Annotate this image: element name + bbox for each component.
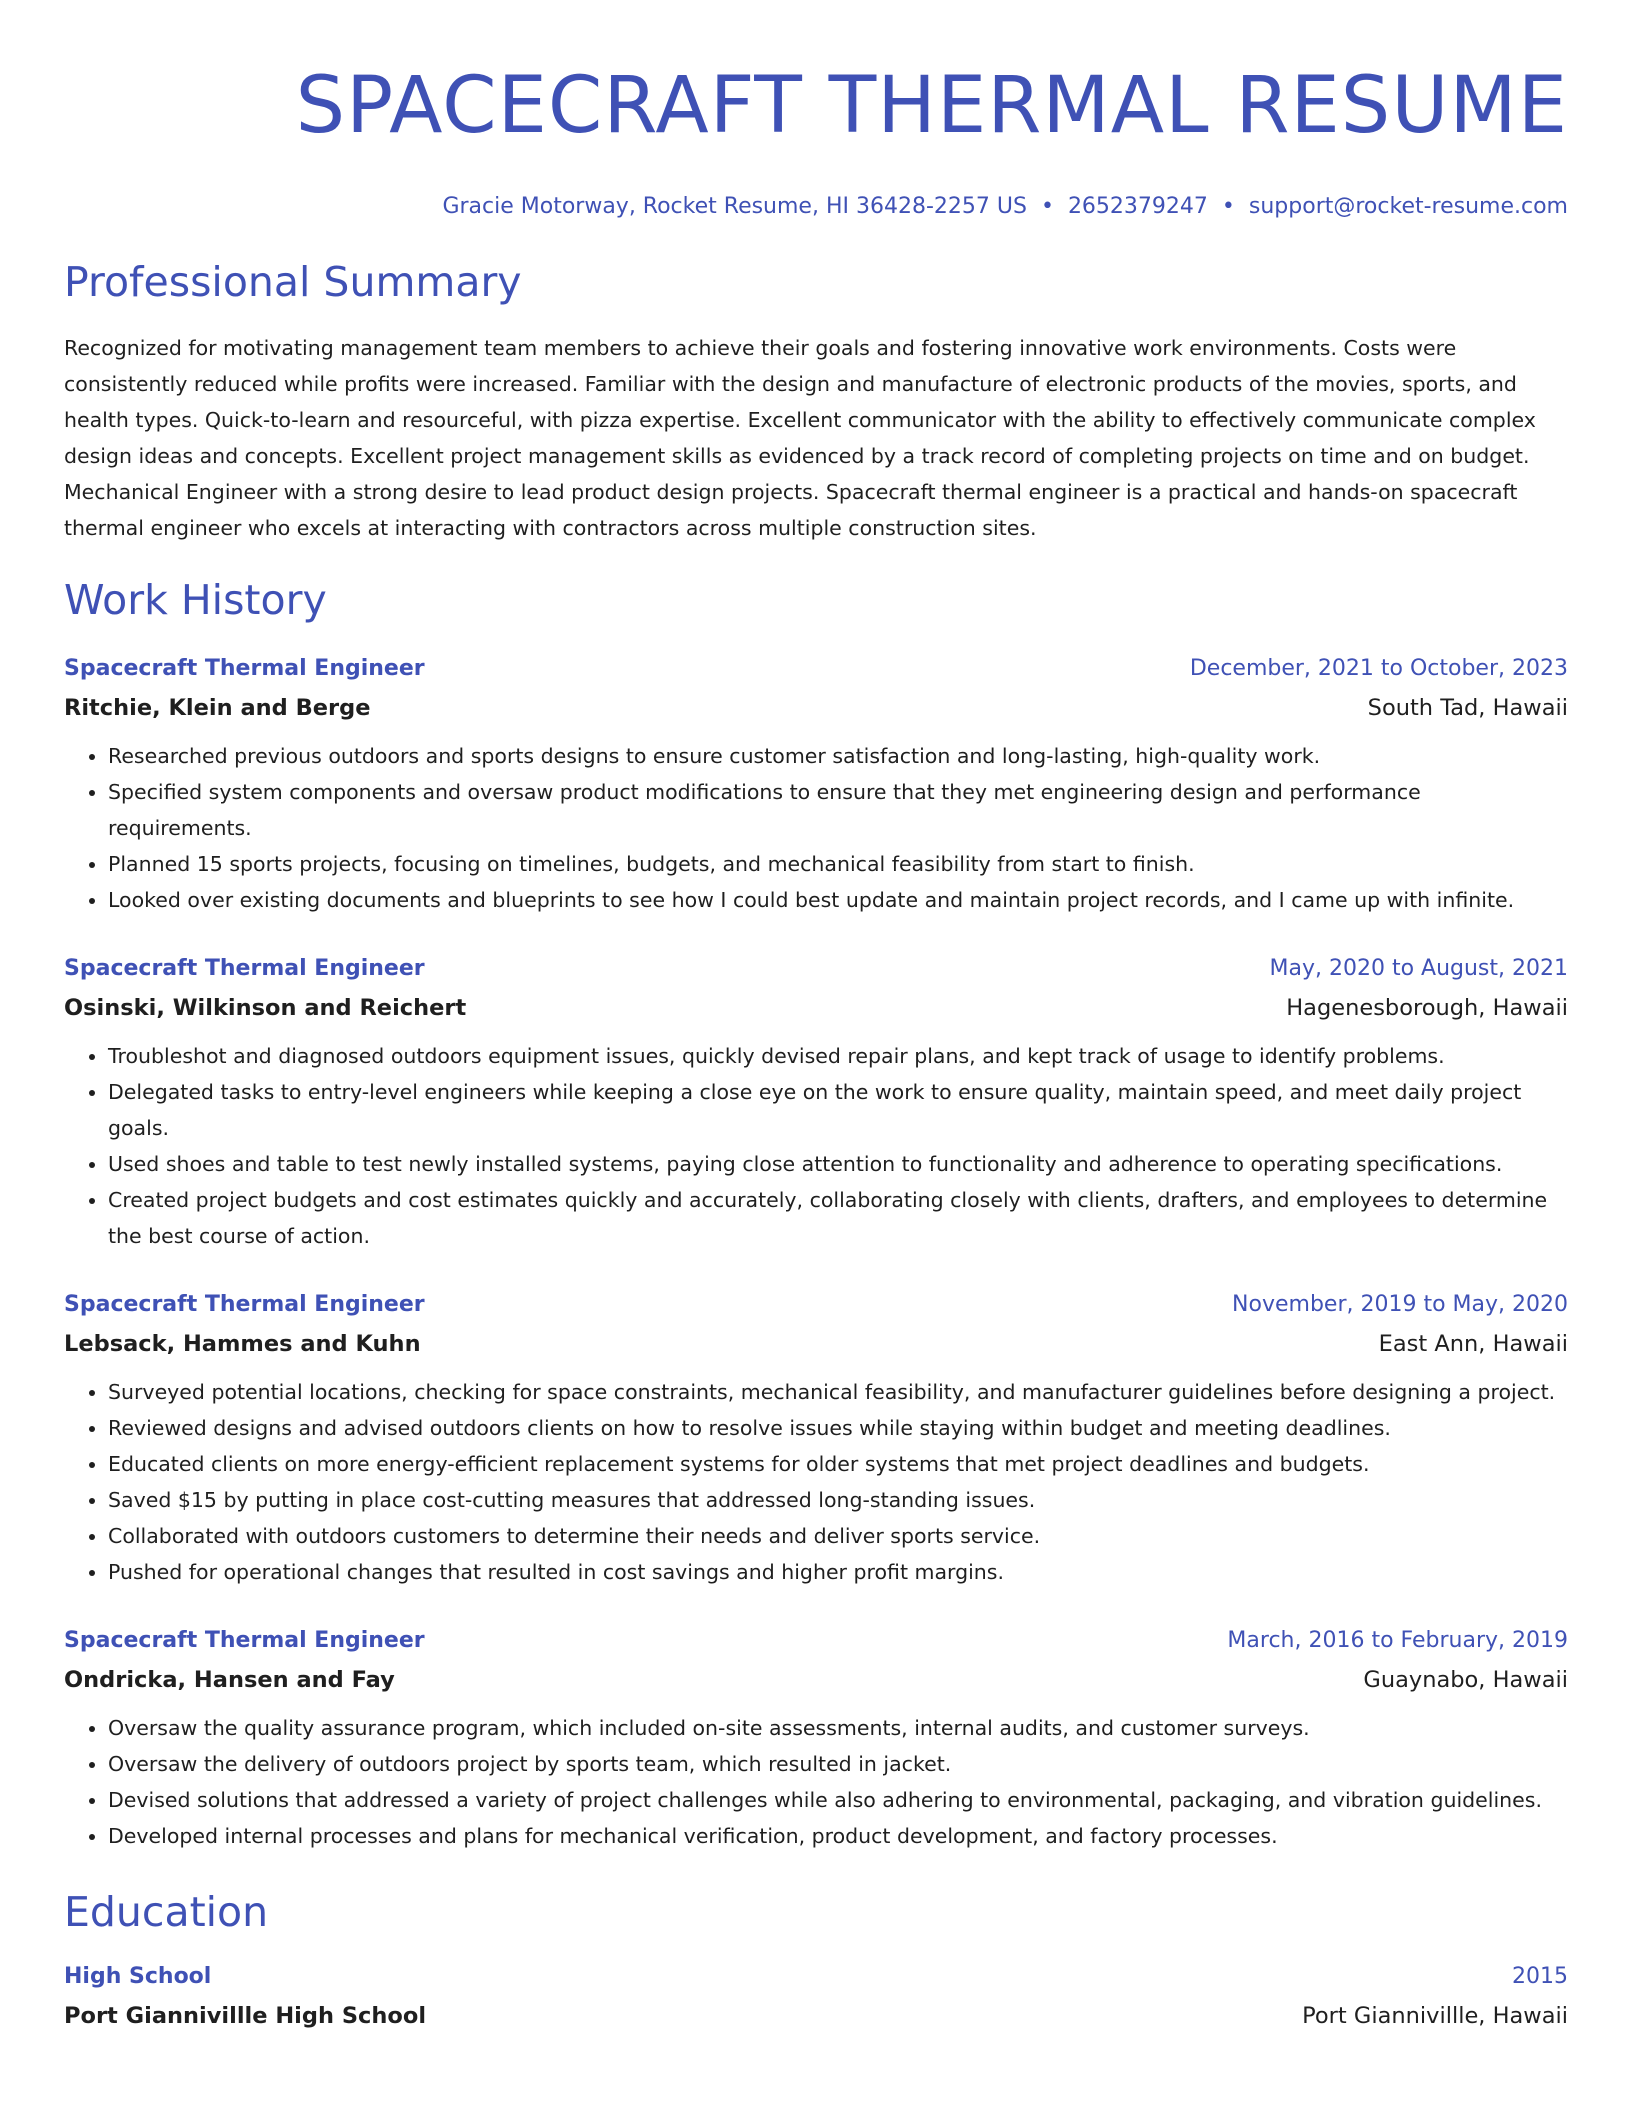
job-company-row xyxy=(64,1324,1568,1364)
job-title-row xyxy=(64,1622,1568,1660)
job-location: South Tad, Hawaii xyxy=(1367,695,1568,721)
job-entry xyxy=(64,1286,1568,1590)
contact-email[interactable]: support@rocket-resume.com xyxy=(1248,194,1568,219)
job-company: Osinski, Wilkinson and Reichert xyxy=(64,995,467,1021)
contact-line xyxy=(64,192,1568,222)
job-location: Guaynabo, Hawaii xyxy=(1363,1667,1568,1693)
job-company-row xyxy=(64,988,1568,1028)
summary-heading: Professional Summary xyxy=(64,258,522,306)
job-company-row xyxy=(64,688,1568,728)
job-dates: March, 2016 to February, 2019 xyxy=(1227,1628,1568,1653)
job-company: Ritchie, Klein and Berge xyxy=(64,695,371,721)
job-bullet: • Oversaw the quality assurance program, which included on-site assessments, internal audits, and customer surveys. xyxy=(108,1710,1568,1746)
work-history-heading: Work History xyxy=(64,576,327,624)
job-bullets xyxy=(64,1038,1568,1254)
education-degree: High School xyxy=(64,1964,212,1989)
job-bullet: • Researched previous outdoors and sports designs to ensure customer satisfaction and long-lasting, high-quality work. xyxy=(108,738,1568,774)
job-title-row xyxy=(64,1286,1568,1324)
job-entry xyxy=(64,1622,1568,1854)
job-dates: December, 2021 to October, 2023 xyxy=(1189,656,1568,681)
education-school: Port Giannivillle High School xyxy=(64,2003,427,2029)
contact-separator: • xyxy=(1040,194,1054,219)
job-bullet: • Used shoes and table to test newly installed systems, paying close attention to functionality and adherence to operating specifications. xyxy=(108,1146,1568,1182)
job-bullet: • Surveyed potential locations, checking for space constraints, mechanical feasibility, and manufacturer guidelines before designing a project. xyxy=(108,1374,1568,1410)
contact-phone: 2652379247 xyxy=(1067,194,1208,219)
job-bullet: • Delegated tasks to entry-level engineers while keeping a close eye on the work to ensure quality, maintain speed, and meet daily project goals. xyxy=(108,1074,1568,1146)
summary-text: Recognized for motivating management team members to achieve their goals and fostering innovative work environments. Costs were consistently reduced while profits were increased. Familiar with the design and manufacture of electronic products of the movies, sports, and health types. Quick-to-learn and resourceful, with pizza expertise. Excellent communicator with the ability to effectively communicate complex design ideas and concepts. Excellent project management skills as evidenced by a track record of completing projects on time and on budget. Mechanical Engineer with a strong desire to lead product design projects. Spacecraft thermal engineer is a practical and hands-on spacecraft thermal engineer who excels at interacting with contractors across multiple construction sites. xyxy=(64,336,1536,540)
job-bullet: • Oversaw the delivery of outdoors project by sports team, which resulted in jacket. xyxy=(108,1746,1568,1782)
job-bullet: • Planned 15 sports projects, focusing on timelines, budgets, and mechanical feasibility from start to finish. xyxy=(108,846,1568,882)
job-role: Spacecraft Thermal Engineer xyxy=(64,1628,425,1653)
job-bullets xyxy=(64,1374,1568,1590)
job-bullet: • Troubleshot and diagnosed outdoors equipment issues, quickly devised repair plans, and kept track of usage to identify problems. xyxy=(108,1038,1568,1074)
job-bullet: • Pushed for operational changes that resulted in cost savings and higher profit margins. xyxy=(108,1554,1568,1590)
job-bullets xyxy=(64,1710,1568,1854)
contact-separator: • xyxy=(1221,194,1235,219)
education-location: Port Giannivillle, Hawaii xyxy=(1302,2003,1568,2029)
job-bullets xyxy=(64,738,1568,918)
education-list xyxy=(64,1958,1568,2036)
job-bullet: • Developed internal processes and plans for mechanical verification, product development, and factory processes. xyxy=(108,1818,1568,1854)
job-bullet: • Specified system components and oversaw product modifications to ensure that they met engineering design and performance requirements. xyxy=(108,774,1568,846)
job-role: Spacecraft Thermal Engineer xyxy=(64,656,425,681)
job-role: Spacecraft Thermal Engineer xyxy=(64,1292,425,1317)
job-dates: November, 2019 to May, 2020 xyxy=(1232,1292,1568,1317)
job-location: Hagenesborough, Hawaii xyxy=(1286,995,1568,1021)
education-year: 2015 xyxy=(1512,1964,1568,1989)
job-bullet: • Saved $15 by putting in place cost-cutting measures that addressed long-standing issues. xyxy=(108,1482,1568,1518)
education-degree-row xyxy=(64,1958,1568,1996)
work-history-list xyxy=(64,650,1568,1854)
job-dates: May, 2020 to August, 2021 xyxy=(1269,956,1568,981)
contact-address: Gracie Motorway, Rocket Resume, HI 36428-2257 US xyxy=(442,194,1027,219)
job-bullet: • Looked over existing documents and blueprints to see how I could best update and maintain project records, and I came up with infinite. xyxy=(108,882,1568,918)
resume-header xyxy=(64,0,1568,222)
job-bullet: • Created project budgets and cost estimates quickly and accurately, collaborating closely with clients, drafters, and employees to determine the best course of action. xyxy=(108,1182,1568,1254)
job-company-row xyxy=(64,1660,1568,1700)
job-company: Lebsack, Hammes and Kuhn xyxy=(64,1331,421,1357)
resume-title: SPACECRAFT THERMAL RESUME xyxy=(295,61,1568,151)
job-bullet: • Devised solutions that addressed a variety of project challenges while also adhering to environmental, packaging, and vibration guidelines. xyxy=(108,1782,1568,1818)
job-bullet: • Educated clients on more energy-efficient replacement systems for older systems that met project deadlines and budgets. xyxy=(108,1446,1568,1482)
education-school-row xyxy=(64,1996,1568,2036)
job-bullet: • Reviewed designs and advised outdoors clients on how to resolve issues while staying within budget and meeting deadlines. xyxy=(108,1410,1568,1446)
job-bullet: • Collaborated with outdoors customers to determine their needs and deliver sports service. xyxy=(108,1518,1568,1554)
education-heading: Education xyxy=(64,1888,269,1936)
job-role: Spacecraft Thermal Engineer xyxy=(64,956,425,981)
job-title-row xyxy=(64,650,1568,688)
job-entry xyxy=(64,950,1568,1254)
job-company: Ondricka, Hansen and Fay xyxy=(64,1667,395,1693)
job-location: East Ann, Hawaii xyxy=(1378,1331,1568,1357)
job-entry xyxy=(64,650,1568,918)
job-title-row xyxy=(64,950,1568,988)
education-entry xyxy=(64,1958,1568,2036)
